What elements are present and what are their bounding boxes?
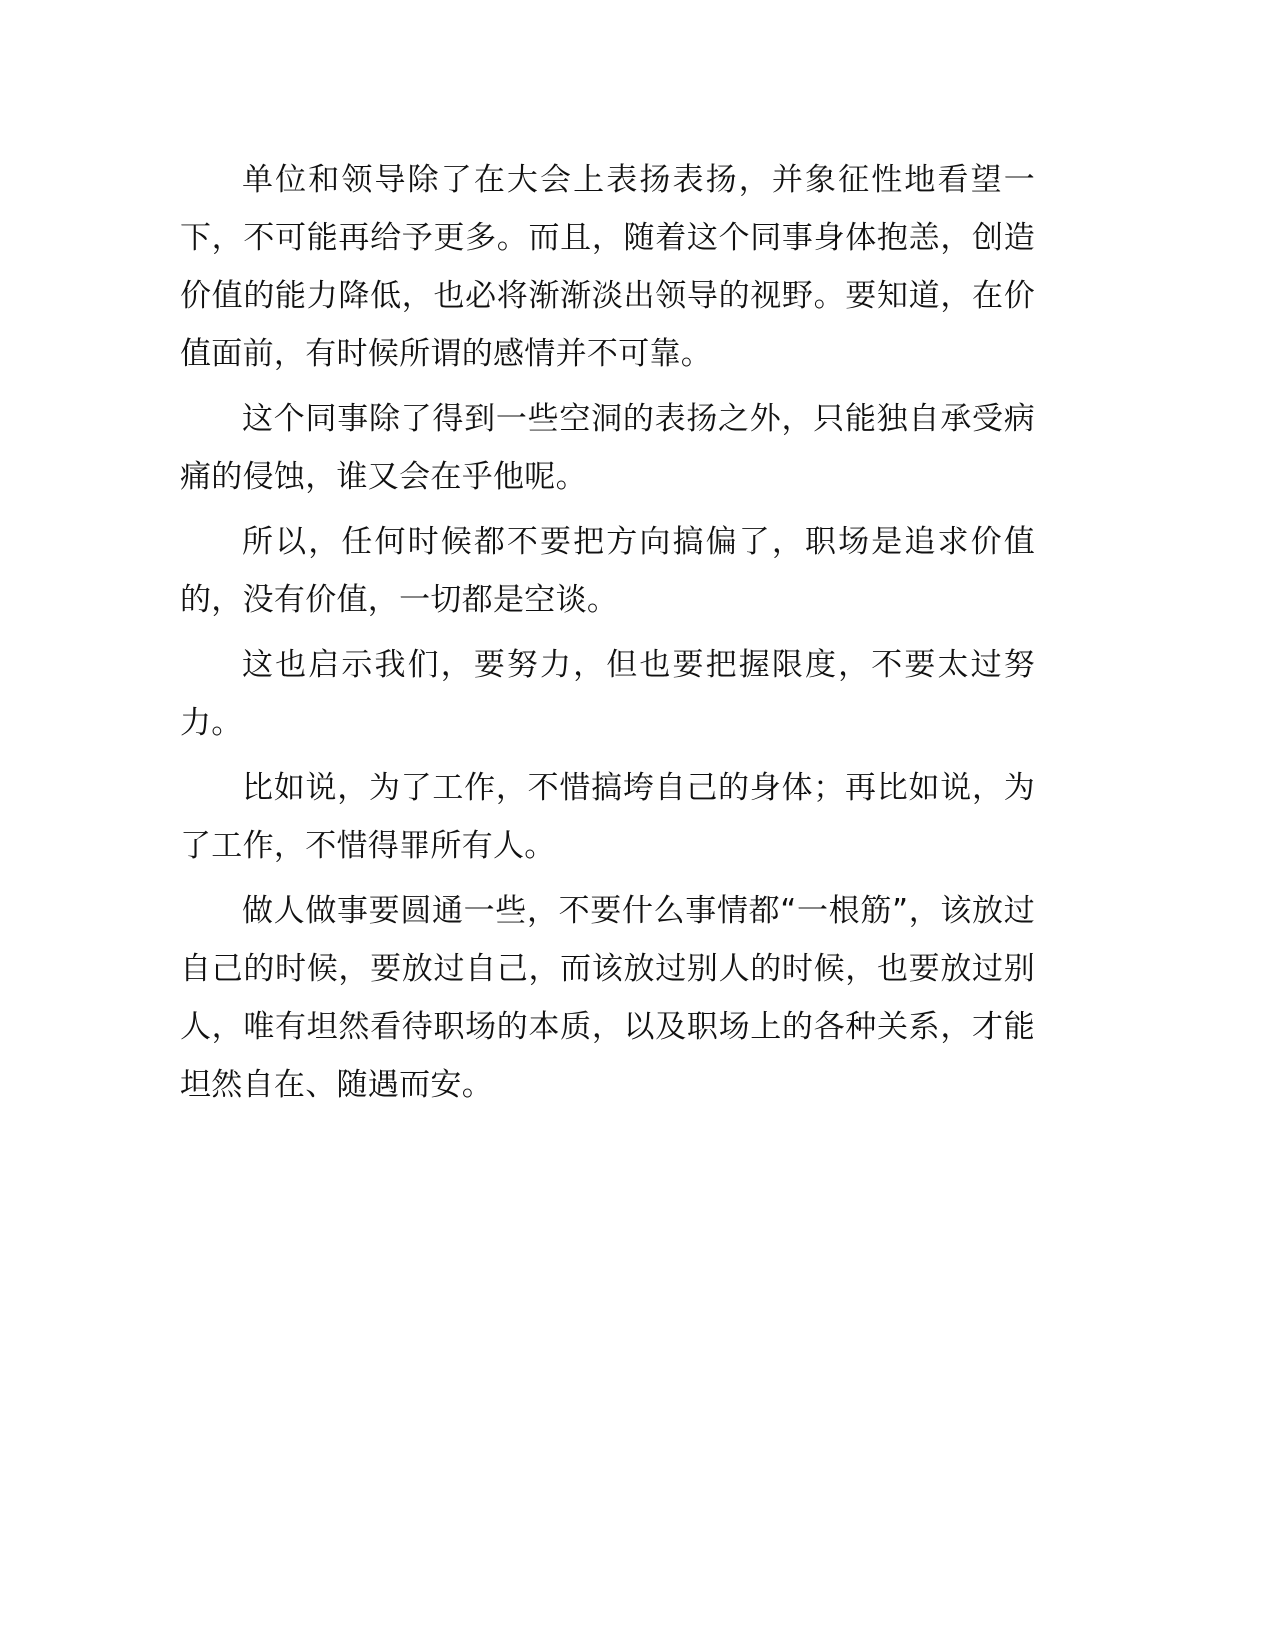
paragraph-5: 比如说，为了工作，不惜搞垮自己的身体；再比如说，为了工作，不惜得罪所有人。 [180,770,1035,864]
paragraph-6: 做人做事要圆通一些，不要什么事情都“一根筋”，该放过自己的时候，要放过自己，而该放过别人的时候，也要放过别人，唯有坦然看待职场的本质，以及职场上的各种关系，才能坦然自在、随遇而安。 [180,893,1035,1103]
paragraph-2: 这个同事除了得到一些空洞的表扬之外，只能独自承受病痛的侵蚀，谁又会在乎他呢。 [180,401,1035,495]
document-body [180,151,1035,1121]
paragraph-4: 这也启示我们，要努力，但也要把握限度，不要太过努力。 [180,647,1035,741]
paragraph-3: 所以，任何时候都不要把方向搞偏了，职场是追求价值的，没有价值，一切都是空谈。 [180,524,1035,618]
paragraph-1: 单位和领导除了在大会上表扬表扬，并象征性地看望一下，不可能再给予更多。而且，随着这个同事身体抱恙，创造价值的能力降低，也必将渐渐淡出领导的视野。要知道，在价值面前，有时候所谓的感情并不可靠。 [180,162,1035,372]
